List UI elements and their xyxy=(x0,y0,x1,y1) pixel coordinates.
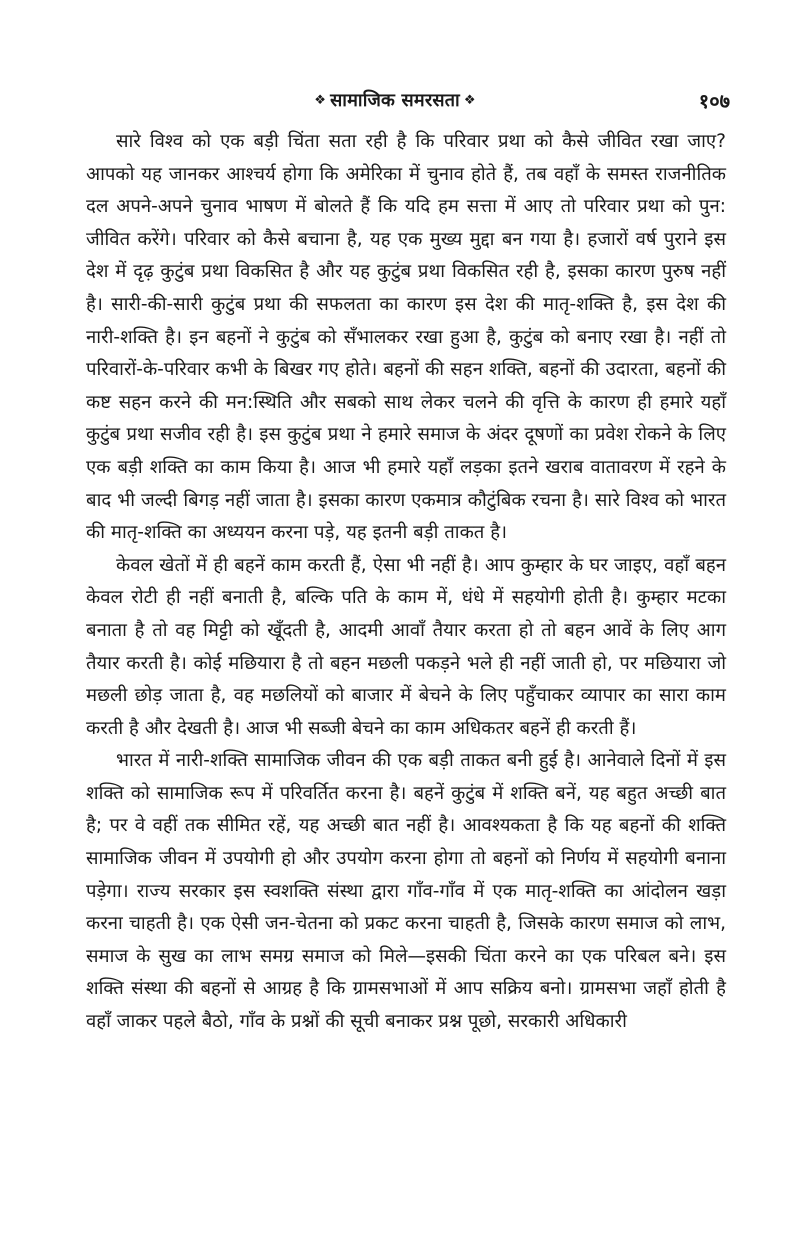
chapter-title-text: सामाजिक समरसता xyxy=(330,90,460,111)
chapter-title xyxy=(60,88,730,114)
running-header xyxy=(60,88,730,114)
paragraph-3: भारत में नारी-शक्ति सामाजिक जीवन की एक बड़ी ताकत बनी हुई है। आनेवाले दिनों में इस शक्ति को सामाजिक रूप में परिवर्तित करना है। बहनें कुटुंब में शक्ति बनें, यह बहुत अच्छी बात है; पर वे वहीं तक सीमित रहें, यह अच्छी बात नहीं है। आवश्यकता है कि यह बहनों की शक्ति सामाजिक जीवन में उपयोगी हो और उपयोग करना होगा तो बहनों को निर्णय में सहयोगी बनाना पड़ेगा। राज्य सरकार इस स्वशक्ति संस्था द्वारा गाँव-गाँव में एक मातृ-शक्ति का आंदोलन खड़ा करना चाहती है। एक ऐसी जन-चेतना को प्रकट करना चाहती है, जिसके कारण समाज को लाभ, समाज के सुख का लाभ समग्र समाज को मिले—इसकी चिंता करने का एक परिबल बने। इस शक्ति संस्था की बहनों से आग्रह है कि ग्रामसभाओं में आप सक्रिय बनो। ग्रामसभा जहाँ होती है वहाँ जाकर पहले बैठो, गाँव के प्रश्नों की सूची बनाकर प्रश्न पूछो, सरकारी अधिकारी xyxy=(86,750,726,1033)
paragraph-1: सारे विश्व को एक बड़ी चिंता सता रही है कि परिवार प्रथा को कैसे जीवित रखा जाए? आपको यह जानकर आश्चर्य होगा कि अमेरिका में चुनाव होते हैं, तब वहाँ के समस्त राजनीतिक दल अपने-अपने चुनाव भाषण में बोलते हैं कि यदि हम सत्ता में आए तो परिवार प्रथा को पुन: जीवित करेंगे। परिवार को कैसे बचाना है, यह एक मुख्य मुद्दा बन गया है। हजारों वर्ष पुराने इस देश में दृढ़ कुटुंब प्रथा विकसित है और यह कुटुंब प्रथा विकसित रही है, इसका कारण पुरुष नहीं है। सारी-की-सारी कुटुंब प्रथा की सफलता का कारण इस देश की मातृ-शक्ति है, इस देश की नारी-शक्ति है। इन बहनों ने कुटुंब को सँभालकर रखा हुआ है, कुटुंब को बनाए रखा है। नहीं तो परिवारों-के-परिवार कभी के बिखर गए होते। बहनों की सहन शक्ति, बहनों की उदारता, बहनों की कष्ट सहन करने की मन:स्थिति और सबको साथ लेकर चलने की वृत्ति के कारण ही हमारे यहाँ कुटुंब प्रथा सजीव रही है। इस कुटुंब प्रथा ने हमारे समाज के अंदर दूषणों का प्रवेश रोकने के लिए एक बड़ी शक्ति का काम किया है। आज भी हमारे यहाँ लड़का इतने खराब वातावरण में रहने के बाद भी जल्दी बिगड़ नहीं जाता है। इसका कारण एकमात्र कौटुंबिक रचना है। सारे विश्व को भारत की मातृ-शक्ति का अध्ययन करना पड़े, यह इतनी बड़ी ताकत है। xyxy=(86,131,726,544)
ornament-left-icon: ❖ xyxy=(314,93,327,108)
body-text xyxy=(86,126,726,1039)
paragraph-2: केवल खेतों में ही बहनें काम करती हैं, ऐसा भी नहीं है। आप कुम्हार के घर जाइए, वहाँ बहन केवल रोटी ही नहीं बनाती है, बल्कि पति के काम में, धंधे में सहयोगी होती है। कुम्हार मटका बनाता है तो वह मिट्टी को खूँदती है, आदमी आवाँ तैयार करता हो तो बहन आवें के लिए आग तैयार करती है। कोई मछियारा है तो बहन मछली पकड़ने भले ही नहीं जाती हो, पर मछियारा जो मछली छोड़ जाता है, वह मछलियों को बाजार में बेचने के लिए पहुँचाकर व्यापार का सारा काम करती है और देखती है। आज भी सब्जी बेचने का काम अधिकतर बहनें ही करती हैं। xyxy=(86,554,726,739)
ornament-right-icon: ❖ xyxy=(463,93,476,108)
page-number: १०७ xyxy=(698,89,730,113)
